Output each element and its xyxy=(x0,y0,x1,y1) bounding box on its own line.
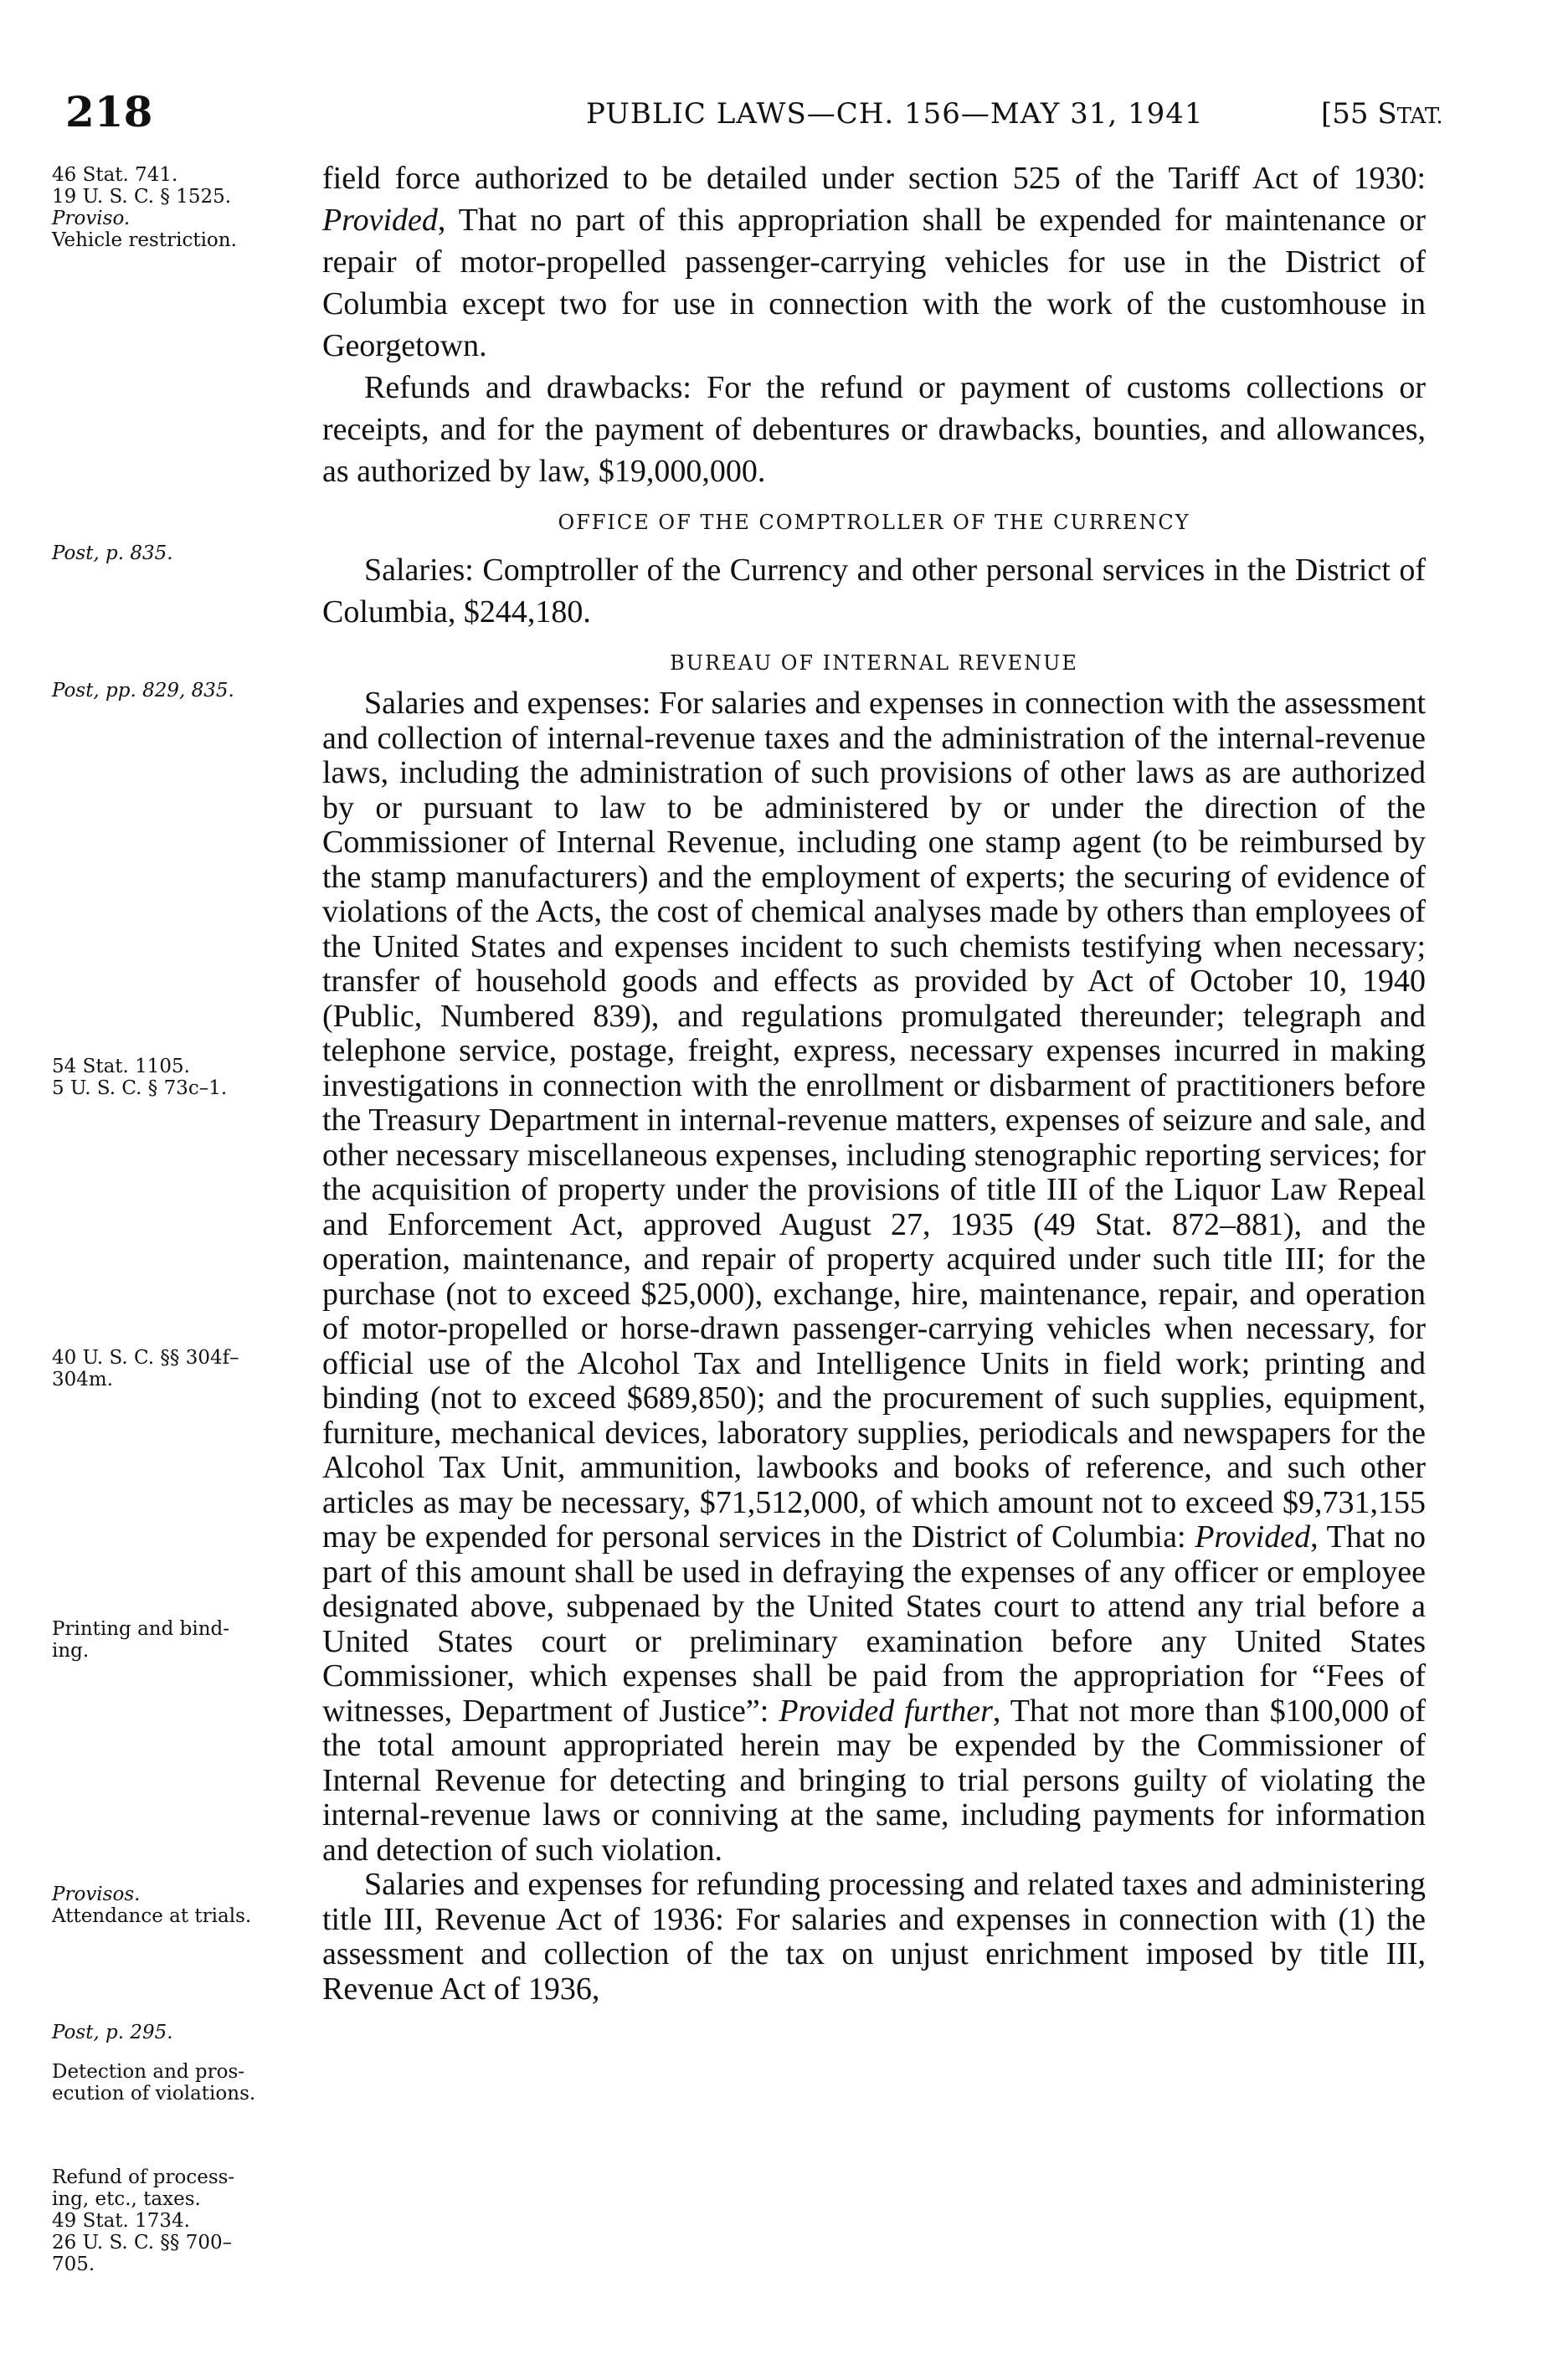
margin-line: ing, etc., taxes. xyxy=(52,2188,201,2210)
margin-line: ing. xyxy=(52,1640,90,1662)
margin-line: 705. xyxy=(52,2254,95,2275)
margin-line: 19 U. S. C. § 1525. xyxy=(52,186,232,208)
margin-line: Vehicle restriction. xyxy=(52,229,237,251)
margin-line: ecution of violations. xyxy=(52,2083,256,2105)
text-run: , That no part of this amount shall be used in defraying the expenses of any officer or employee designated above, subpenaed by the United States court to attend any trial before a United States court or preliminary examination before any United States Commissioner, which expenses shall be paid from the appropriation for “Fees of witnesses, Department of Justice”: xyxy=(322,1519,1426,1729)
margin-line: 40 U. S. C. §§ 304f– xyxy=(52,1347,239,1369)
margin-note-post-829 xyxy=(52,680,311,702)
margin-line: Attendance at trials. xyxy=(52,1905,252,1927)
margin-line: 54 Stat. 1105. xyxy=(52,1056,190,1077)
margin-line: Post, p. 295. xyxy=(52,2022,173,2043)
margin-line: Detection and pros- xyxy=(52,2061,245,2083)
text-run: , That not more than $100,000 of the total amount appropriated herein may be expended by the Commissioner of Internal Revenue for detecting and bringing to trial persons guilty of violating the internal-revenue laws or conniving at the same, including payments for information and detection of such violation. xyxy=(322,1693,1426,1868)
margin-note-provisos xyxy=(52,1884,311,1927)
margin-line: 46 Stat. 741. xyxy=(52,164,178,186)
main-text-column xyxy=(322,157,1426,2007)
margin-line: Refund of process- xyxy=(52,2166,235,2188)
margin-note-post-835 xyxy=(52,542,311,564)
margin-line: Printing and bind- xyxy=(52,1618,230,1640)
margin-line: Post, p. 835. xyxy=(52,542,173,564)
running-header xyxy=(0,87,1568,137)
margin-line: 304m. xyxy=(52,1369,114,1390)
paragraph-tariff-field-force xyxy=(322,157,1426,367)
text-run: Salaries and expenses: For salaries and expenses in connection with the assessment and collection of internal-revenue taxes and the administration of the internal-revenue laws, including the administration of such provisions of other laws as are authorized by or pursuant to law to be administered by or under the direction of the Commissioner of Internal Revenue, including one stamp agent (to be reimbursed by the stamp manufacturers) and the employment of experts; the securing of evidence of violations of the Acts, the cost of chemical analyses made by others than employees of the United States and expenses incident to such chemists testifying when necessary; transfer of household goods and effects as provided by Act of October 10, 1940 (Public, Numbered 839), and regulations promulgated thereunder; telegraph and telephone service, postage, freight, express, necessary expenses incurred in making investigations in connection with the enrollment or disbarment of practitioners before the Treasury Department in internal-revenue matters, expenses of seizure and sale, and other necessary miscellaneous expenses, including stenographic reporting services; for the acquisition of property under the provisions of title III of the Liquor Law Repeal and Enforcement Act, approved August 27, 1935 (49 Stat. 872–881), and the operation, maintenance, and repair of property acquired under such title III; for the purchase (not to exceed $25,000), exchange, hire, maintenance, repair, and operation of motor-propelled or horse-drawn passenger-carrying vehicles when necessary, for official use of the Alcohol Tax and Intelligence Units in field work; printing and binding (not to exceed $689,850); and the procurement of such supplies, equipment, furniture, mechanical devices, laboratory supplies, periodicals and newspapers for the Alcohol Tax Unit, ammunition, lawbooks and books of reference, and such other articles as may be necessary, $71,512,000, of which amount not to exceed $9,731,155 may be expended for personal services in the District of Columbia: xyxy=(322,686,1426,1555)
paragraph-refunds-drawbacks: Refunds and drawbacks: For the refund or payment of customs collections or receipts, and for the payment of debentures or drawbacks, bounties, and allowances, as authorized by law, $19,000,000. xyxy=(322,370,1426,489)
margin-line: Provisos. xyxy=(52,1884,141,1905)
running-head-title: PUBLIC LAWS—CH. 156—MAY 31, 1941 xyxy=(586,97,1204,131)
margin-note-printing xyxy=(52,1618,311,1662)
margin-line: 49 Stat. 1734. xyxy=(52,2210,190,2232)
text-run-italic: Provided xyxy=(322,203,438,238)
section-heading-internal-revenue: BUREAU OF INTERNAL REVENUE xyxy=(670,651,1078,675)
paragraph-comptroller-salaries: Salaries: Comptroller of the Currency and other personal services in the District of Columbia, $244,180. xyxy=(322,553,1426,630)
paragraph-processing-tax-refunds: Salaries and expenses for refunding processing and related taxes and administering title III, Revenue Act of 1936: For salaries and expenses in connection with (1) the assessment and collection of the tax on unjust enrichment imposed by title III, Revenue Act of 1936, xyxy=(322,1867,1426,2007)
margin-note-stat-741 xyxy=(52,164,311,251)
margin-line: 26 U. S. C. §§ 700– xyxy=(52,2232,233,2254)
margin-line: Proviso. xyxy=(52,208,131,229)
volume-prefix: [55 S xyxy=(1321,97,1397,131)
text-run-italic: Provided further xyxy=(779,1693,993,1729)
margin-line: 5 U. S. C. § 73c–1. xyxy=(52,1077,228,1099)
text-run: , That no part of this appropriation shall be expended for maintenance or repair of motor-propelled passenger-carrying vehicles for use in the District of Columbia except two for use in connection with the work of the customhouse in Georgetown. xyxy=(322,203,1426,363)
volume-reference xyxy=(1321,97,1443,131)
section-heading-comptroller: OFFICE OF THE COMPTROLLER OF THE CURRENCY xyxy=(558,511,1190,534)
margin-note-stat-1105 xyxy=(52,1056,311,1099)
text-run-italic: Provided xyxy=(1195,1519,1311,1555)
text-run: field force authorized to be detailed under section 525 of the Tariff Act of 1930: xyxy=(322,161,1426,196)
margin-note-post-295 xyxy=(52,2022,311,2043)
margin-note-detection xyxy=(52,2061,311,2105)
page-number: 218 xyxy=(65,87,153,136)
margin-note-40-usc xyxy=(52,1347,311,1390)
margin-line: Post, pp. 829, 835. xyxy=(52,680,234,702)
volume-suffix: TAT. xyxy=(1396,104,1443,129)
margin-note-refund xyxy=(52,2166,311,2275)
paragraph-internal-revenue-salaries xyxy=(322,686,1426,1868)
